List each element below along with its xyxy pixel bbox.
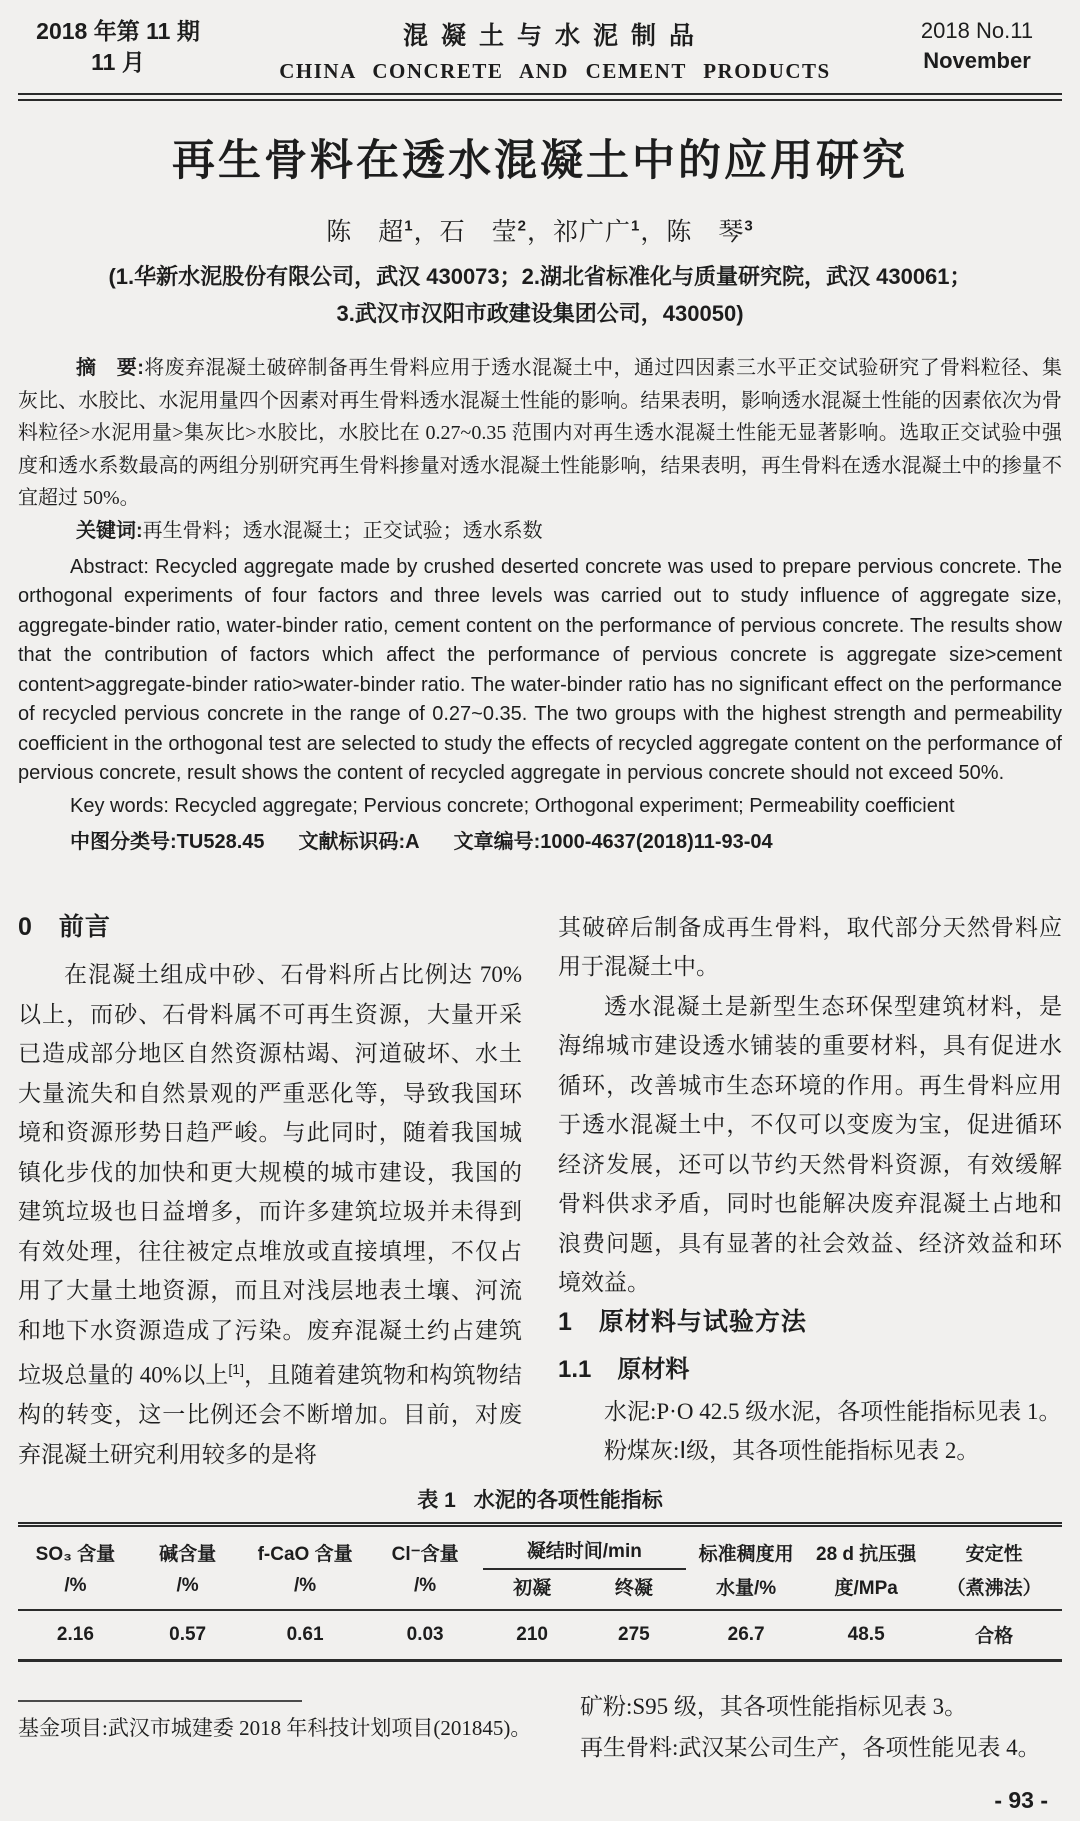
- table-cell: 0.57: [169, 1623, 207, 1645]
- col-header: Cl⁻含量: [391, 1543, 459, 1565]
- right-paragraph-6: 再生骨料:武汉某公司生产，各项性能见表 4。: [580, 1735, 1041, 1761]
- col-subheader: /%: [18, 1569, 133, 1610]
- citation-ref: [1]: [228, 1361, 244, 1377]
- table-cell: 210: [516, 1623, 548, 1645]
- table-1-section: [18, 1484, 1062, 1662]
- meta-line: [18, 825, 1062, 854]
- issue-cn-line2: 11 月: [91, 49, 145, 75]
- section-1-1-heading: 1.1 原材料: [558, 1356, 690, 1383]
- fund-project-note: 基金项目:武汉市城建委 2018 年科技计划项目(201845)。: [18, 1716, 532, 1741]
- affiliation-line: 3.武汉市汉阳市政建设集团公司，430050): [336, 301, 744, 326]
- table-cell: 48.5: [847, 1623, 885, 1645]
- abstract-en-text: Recycled aggregate made by crushed deserted concrete was used to prepare pervious concrete. The orthogonal experiments of four factors and three levels was carried out to study influence of aggregate size, aggregate-binder ratio, water-binder ratio, cement content on the performance of pervious concrete. The results show that the contribution of factors which affect the performance of pervious concrete is aggregate size>cement content>aggregate-binder ratio>water-binder ratio. The water-binder ratio has no significant effect on the performance of recycled pervious concrete in the range of 0.27~0.35. The two groups with the highest strength and permeability coefficient in the orthogonal test are selected to study the effects of recycled aggregate content on the performance of pervious concrete, result shows the content of recycled aggregate in pervious concrete should not exceed 50%.: [18, 555, 1062, 784]
- abstract-en: [18, 553, 1062, 789]
- document-code: 文献标识码:A: [298, 830, 420, 853]
- keywords-en-label: Key words:: [70, 794, 169, 817]
- table-cell: 2.16: [56, 1623, 94, 1645]
- keywords-cn-text: 再生骨料；透水混凝土；正交试验；透水系数: [142, 519, 543, 542]
- right-paragraph-2: 透水混凝土是新型生态环保型建筑材料，是海绵城市建设透水铺装的重要材料，具有促进水循环，改善城市生态环境的作用。再生骨料应用于透水混凝土中，不仅可以变废为宝，促进循环经济发展，还可以节约天然骨料资源，有效缓解骨料供求矛盾，同时也能解决废弃混凝土占地和浪费问题，具有显著的社会效益、经济效益和环境效益。: [558, 993, 1062, 1295]
- keywords-en-text: Recycled aggregate; Pervious concrete; Orthogonal experiment; Permeability coefficient: [174, 794, 955, 817]
- table-header-row-1: [18, 1525, 1062, 1570]
- table-cell: 26.7: [727, 1623, 765, 1645]
- table-cell: 0.61: [286, 1623, 324, 1645]
- right-paragraph-4: 粉煤灰:Ⅰ级，其各项性能指标见表 2。: [604, 1438, 980, 1463]
- table-1-caption: 表 1 水泥的各项性能指标: [417, 1488, 663, 1513]
- author: 石 莹$^2$，: [439, 217, 553, 246]
- abstract-en-label: Abstract:: [70, 555, 149, 578]
- affiliation-line: (1.华新水泥股份有限公司，武汉 430073；2.湖北省标准化与质量研究院，武汉 430061；: [108, 264, 972, 289]
- col-subheader: 初凝: [483, 1569, 582, 1610]
- col-subheader: （煮沸法）: [926, 1569, 1062, 1610]
- col-subheader: /%: [133, 1569, 243, 1610]
- col-subheader: 度/MPa: [806, 1569, 926, 1610]
- table-cell: 275: [618, 1623, 650, 1645]
- right-paragraph-5: 矿粉:S95 级，其各项性能指标见表 3。: [580, 1694, 968, 1720]
- front-matter: [18, 352, 1062, 854]
- col-header: SO₃ 含量: [35, 1543, 116, 1565]
- abstract-cn: [18, 352, 1062, 515]
- article-id: 文章编号:1000-4637(2018)11-93-04: [453, 830, 773, 853]
- issue-info-en: [892, 16, 1062, 76]
- left-column: [18, 908, 522, 1475]
- journal-name: [218, 16, 892, 84]
- col-header: 28 d 抗压强: [816, 1543, 917, 1565]
- section-1-heading: 1 原材料与试验方法: [558, 1307, 807, 1336]
- footnote-block: [18, 1678, 534, 1821]
- section-0-heading: 0 前言: [18, 912, 111, 941]
- masthead-divider: [18, 93, 1062, 101]
- col-subheader: /%: [368, 1569, 483, 1610]
- author-line: [18, 212, 1062, 248]
- col-subheader: /%: [242, 1569, 367, 1610]
- affiliations: [18, 258, 1062, 332]
- journal-name-en: CHINA CONCRETE AND CEMENT PRODUCTS: [279, 59, 831, 83]
- issue-en-line2: November: [923, 48, 1031, 73]
- page-title: 再生骨料在透水混凝土中的应用研究: [172, 137, 908, 185]
- table-cell: 0.03: [406, 1623, 444, 1645]
- journal-name-cn: 混凝土与水泥制品: [402, 23, 707, 50]
- left-paragraph: 在混凝土组成中砂、石骨料所占比例达 70%以上，而砂、石骨料属不可再生资源，大量开采已造成部分地区自然资源枯竭、河道破坏、水土大量流失和自然景观的严重恶化等，导致我国环境和资源形势日趋严峻。与此同时，随着我国城镇化步伐的加快和更大规模的城市建设，我国的建筑垃圾也日益增多，而许多建筑垃圾并未得到有效处理，往往被定点堆放或直接填埋，不仅占用了大量土地资源，而且对浅层地表土壤、河流和地下水资源造成了污染。废弃混凝土约占建筑垃圾总量的 40%以上[1]，且随着建筑物和构筑物结构的转变，这一比例还会不断增加。目前，对废弃混凝土研究利用较多的是将: [18, 962, 523, 1467]
- col-subheader: 水量/%: [686, 1569, 806, 1610]
- clc-number: 中图分类号:TU528.45: [70, 830, 265, 853]
- author: 陈 琴$^3$: [666, 217, 754, 246]
- table-header-row-2: [18, 1569, 1062, 1610]
- col-subheader: 终凝: [582, 1569, 686, 1610]
- table-cell: 合格: [975, 1626, 1014, 1648]
- right-column-continued: [534, 1678, 1062, 1821]
- issue-info-cn: [18, 16, 218, 78]
- right-paragraph-1: 其破碎后制备成再生骨料，取代部分天然骨料应用于混凝土中。: [558, 914, 1062, 979]
- page-number: - 93 -: [994, 1787, 1048, 1814]
- footnote-divider: [18, 1700, 302, 1702]
- bottom-section: [18, 1678, 1062, 1821]
- keywords-cn: [18, 515, 1062, 547]
- masthead: [18, 16, 1062, 84]
- col-header: f-CaO 含量: [257, 1543, 353, 1565]
- issue-en-line1: 2018 No.11: [920, 18, 1034, 43]
- keywords-cn-label: 关键词:: [76, 519, 143, 542]
- abstract-cn-text: 将废弃混凝土破碎制备再生骨料应用于透水混凝土中，通过四因素三水平正交试验研究了骨料粒径、集灰比、水胶比、水泥用量四个因素对再生骨料透水混凝土性能的影响。结果表明，影响透水混凝土性能的因素依次为骨料粒径>水泥用量>集灰比>水胶比，水胶比在 0.27~0.35 范围内对再生透水混凝土性能无显著影响。选取正交试验中强度和透水系数最高的两组分别研究再生骨料掺量对透水混凝土性能影响，结果表明，再生骨料在透水混凝土中的掺量不宜超过 50%。: [18, 357, 1062, 509]
- table-row: [18, 1610, 1062, 1661]
- col-header: 安定性: [965, 1543, 1023, 1565]
- right-paragraph-3: 水泥:P·O 42.5 级水泥，各项性能指标见表 1。: [604, 1398, 1062, 1424]
- col-header-group: 凝结时间/min: [483, 1525, 687, 1570]
- body-columns: [18, 908, 1062, 1475]
- author: 陈 超$^1$，: [326, 217, 440, 246]
- col-header: 碱含量: [159, 1543, 217, 1565]
- issue-cn-line1: 2018 年第 11 期: [36, 18, 200, 44]
- abstract-cn-label: 摘 要:: [76, 357, 144, 379]
- right-column: [558, 908, 1062, 1475]
- cement-properties-table: [18, 1522, 1062, 1662]
- keywords-en: [18, 791, 1062, 821]
- author: 祁广广$^1$，: [553, 217, 667, 246]
- col-header: 标准稠度用: [698, 1543, 794, 1565]
